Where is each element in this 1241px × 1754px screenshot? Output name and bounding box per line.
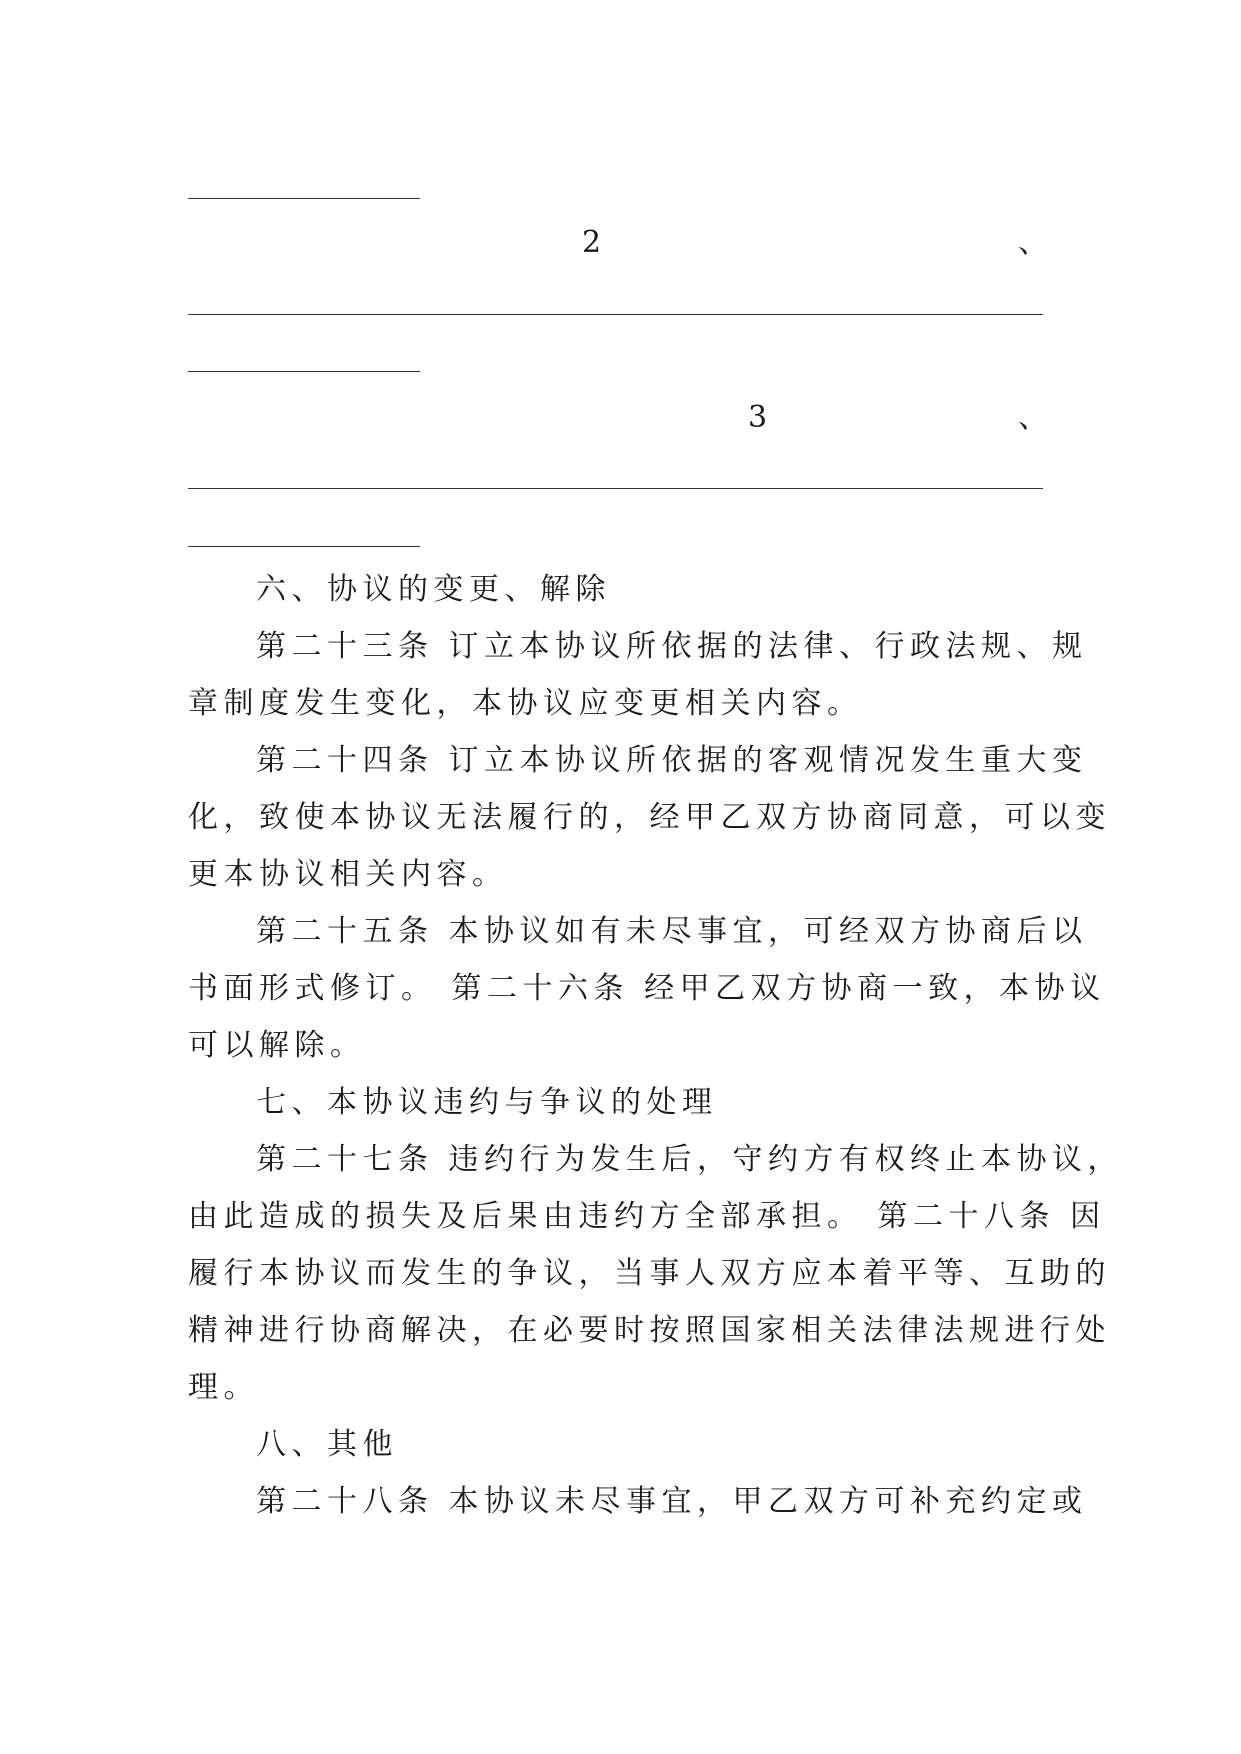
article-24-line: 更本协议相关内容。 — [188, 857, 508, 892]
section-heading-8: 八、其他 — [256, 1427, 398, 1462]
section-heading-7: 七、本协议违约与争议的处理 — [256, 1085, 718, 1120]
blank-line — [188, 546, 420, 547]
article-26-line: 可以解除。 — [188, 1028, 366, 1063]
article-28-line: 精神进行协商解决，在必要时按照国家相关法律法规进行处 — [188, 1313, 1111, 1348]
list-mark: 、 — [1018, 400, 1048, 435]
article-28-line: 履行本协议而发生的争议，当事人双方应本着平等、互助的 — [188, 1256, 1111, 1291]
article-23-line: 第二十三条 订立本协议所依据的法律、行政法规、规 — [256, 629, 1088, 664]
blank-line — [188, 198, 420, 199]
article-25-26-line: 书面形式修订。 第二十六条 经甲乙双方协商一致，本协议 — [188, 971, 1106, 1006]
article-27-28-line: 由此造成的损失及后果由违约方全部承担。 第二十八条 因 — [188, 1199, 1106, 1234]
article-27-line: 第二十七条 违约行为发生后，守约方有权终止本协议， — [256, 1142, 1124, 1177]
article-24-line: 化，致使本协议无法履行的，经甲乙双方协商同意，可以变 — [188, 800, 1111, 835]
article-28-other-line: 第二十八条 本协议未尽事宜，甲乙双方可补充约定或 — [256, 1484, 1088, 1519]
article-25-line: 第二十五条 本协议如有未尽事宜，可经双方协商后以 — [256, 914, 1088, 949]
list-number-2: 2 — [582, 225, 602, 260]
list-number-3: 3 — [748, 400, 768, 435]
blank-line — [188, 314, 1043, 315]
blank-line — [188, 371, 420, 372]
article-23-line: 章制度发生变化，本协议应变更相关内容。 — [188, 686, 863, 721]
article-24-line: 第二十四条 订立本协议所依据的客观情况发生重大变 — [256, 743, 1088, 778]
blank-line — [188, 488, 1043, 489]
section-heading-6: 六、协议的变更、解除 — [256, 572, 611, 607]
list-mark: 、 — [1018, 225, 1048, 260]
article-28-line: 理。 — [188, 1370, 259, 1405]
